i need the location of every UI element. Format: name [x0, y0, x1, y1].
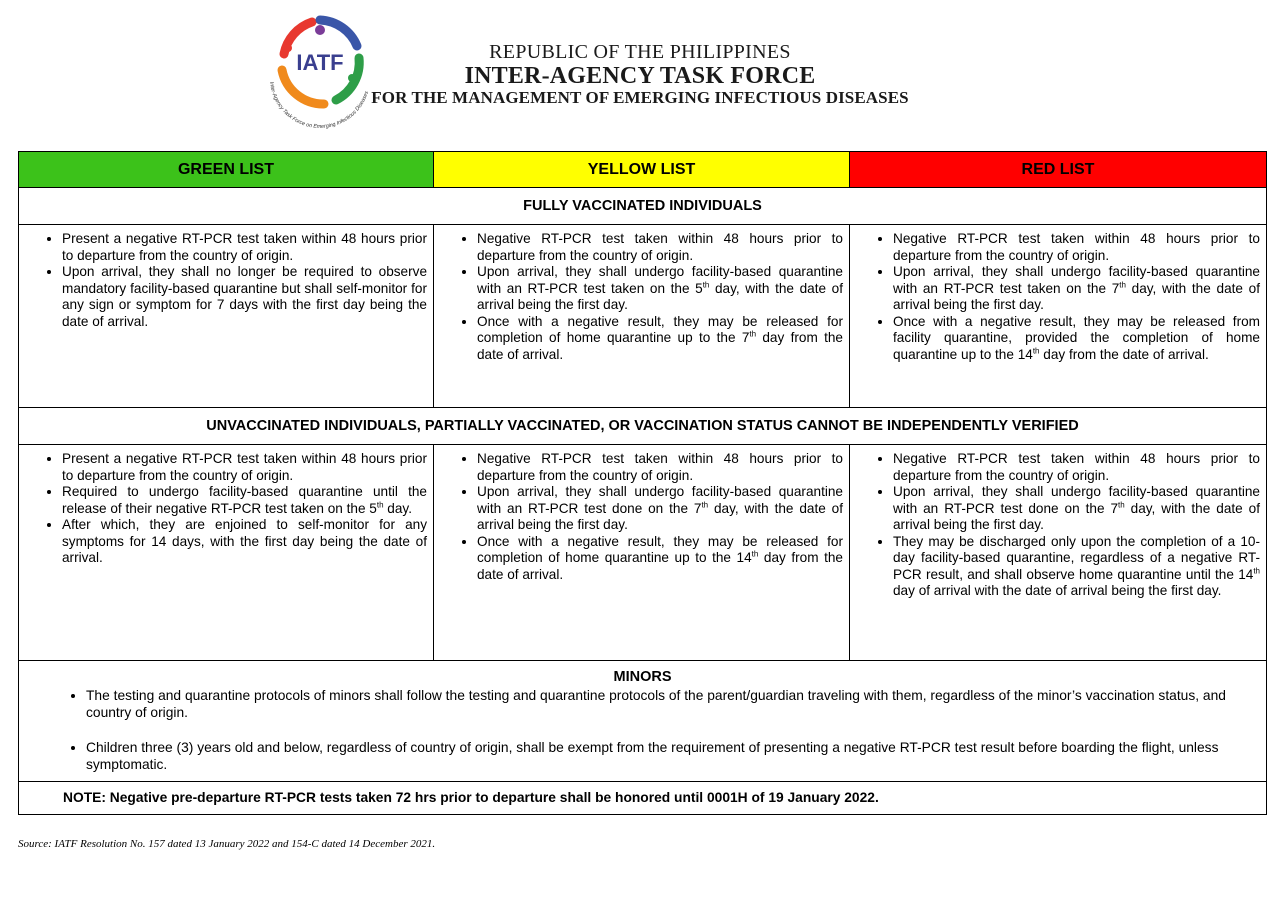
- list-item: • Upon arrival, they shall undergo facility-based quarantine with an RT-PCR test taken on the 5th day, with the date of arrival being the first day.: [477, 264, 843, 314]
- logo-text: IATF: [296, 50, 344, 75]
- unvax-green-cell: [19, 445, 434, 661]
- travel-protocol-table: [18, 151, 1267, 815]
- list-item: • Once with a negative result, they may be released from facility quarantine, provided the completion of home quarantine up to the 14th day from the date of arrival.: [893, 314, 1260, 364]
- list-item: • Required to undergo facility-based quarantine until the release of their negative RT-PCR test taken on the 5th day.: [62, 484, 427, 517]
- list-item: • Negative RT-PCR test taken within 48 hours prior to departure from the country of origin.: [893, 451, 1260, 484]
- list-item: • The testing and quarantine protocols of minors shall follow the testing and quarantine protocols of the parent/guardian traveling with them, regardless of the minor’s vaccination status, and country of origin.: [86, 688, 1260, 721]
- iatf-logo-emblem: [262, 8, 378, 130]
- list-item: • Upon arrival, they shall undergo facility-based quarantine with an RT-PCR test done on the 7th day, with the date of arrival being the first day.: [893, 484, 1260, 534]
- source-citation: Source: IATF Resolution No. 157 dated 13 January 2022 and 154-C dated 14 December 2021.: [18, 838, 436, 850]
- mandate-title: FOR THE MANAGEMENT OF EMERGING INFECTIOUS DISEASES: [371, 88, 909, 107]
- fully-red-cell: [850, 225, 1267, 408]
- list-item: • Children three (3) years old and below, regardless of country of origin, shall be exempt from the requirement of presenting a negative RT-PCR test result before boarding the flight, unless symptomatic.: [86, 740, 1260, 773]
- green-list-header: GREEN LIST: [19, 152, 434, 188]
- republic-title: REPUBLIC OF THE PHILIPPINES: [489, 41, 791, 63]
- list-item: • Once with a negative result, they may be released for completion of home quarantine up to the 7th day from the date of arrival.: [477, 314, 843, 364]
- list-item: • Upon arrival, they shall undergo facility-based quarantine with an RT-PCR test done on the 7th day, with the date of arrival being the first day.: [477, 484, 843, 534]
- agency-title: INTER-AGENCY TASK FORCE: [464, 63, 816, 89]
- list-item: • After which, they are enjoined to self-monitor for any symptoms for 14 days, with the first day being the date of arrival.: [62, 517, 427, 567]
- list-item: • Negative RT-PCR test taken within 48 hours prior to departure from the country of origin.: [477, 231, 843, 264]
- list-item: • Upon arrival, they shall undergo facility-based quarantine with an RT-PCR test taken on the 7th day, with the date of arrival being the first day.: [893, 264, 1260, 314]
- unvax-red-cell: [850, 445, 1267, 661]
- iatf-logo: [262, 8, 378, 130]
- fully-vaccinated-heading: FULLY VACCINATED INDIVIDUALS: [19, 188, 1267, 225]
- list-item: • Upon arrival, they shall no longer be required to observe mandatory facility-based quarantine but shall self-monitor for any sign or symptom for 7 days with the first day being the date of arrival.: [62, 264, 427, 330]
- document-header: [0, 0, 1276, 140]
- list-item: • Present a negative RT-PCR test taken within 48 hours prior to departure from the country of origin.: [62, 451, 427, 484]
- red-list-header: RED LIST: [850, 152, 1267, 188]
- minors-heading: MINORS: [613, 669, 672, 685]
- unvax-yellow-cell: [434, 445, 850, 661]
- list-item: • Negative RT-PCR test taken within 48 hours prior to departure from the country of origin.: [477, 451, 843, 484]
- fully-green-cell: [19, 225, 434, 408]
- logo-arc-text: Inter-Agency Task Force on Emerging Infectious Diseases: [268, 81, 371, 130]
- minors-section: [19, 661, 1267, 782]
- list-item: • Negative RT-PCR test taken within 48 hours prior to departure from the country of origin.: [893, 231, 1260, 264]
- list-item: • They may be discharged only upon the completion of a 10-day facility-based quarantine, regardless of a negative RT-PCR result, and shall observe home quarantine until the 14th day of arrival with the date of arrival being the first day.: [893, 534, 1260, 600]
- fully-yellow-cell: [434, 225, 850, 408]
- list-item: • Present a negative RT-PCR test taken within 48 hours prior to departure from the country of origin.: [62, 231, 427, 264]
- yellow-list-header: YELLOW LIST: [434, 152, 850, 188]
- note: NOTE: Negative pre-departure RT-PCR tests taken 72 hrs prior to departure shall be honored until 0001H of 19 January 2022.: [19, 782, 1267, 815]
- list-item: • Once with a negative result, they may be released for completion of home quarantine up to the 14th day from the date of arrival.: [477, 534, 843, 584]
- unvaccinated-heading: UNVACCINATED INDIVIDUALS, PARTIALLY VACCINATED, OR VACCINATION STATUS CANNOT BE INDEPENDENTLY VERIFIED: [19, 408, 1267, 445]
